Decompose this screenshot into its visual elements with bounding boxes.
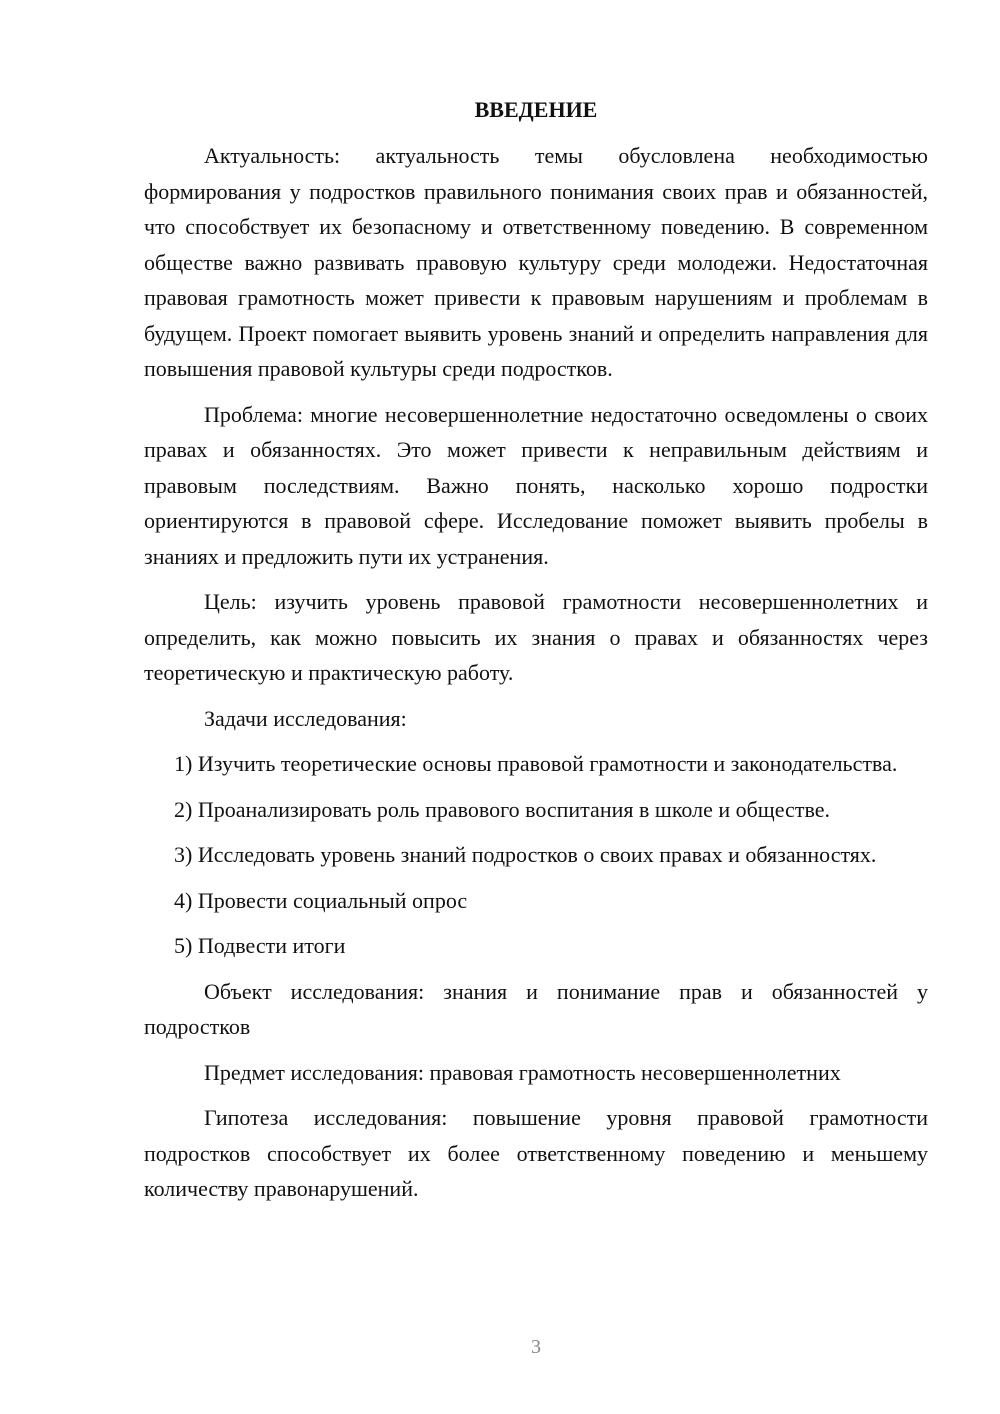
task-item-1: 1) Изучить теоретические основы правовой грамотности и законодательства.: [174, 751, 898, 776]
task-item-4: 4) Провести социальный опрос: [174, 887, 468, 913]
task-item-3: 3) Исследовать уровень знаний подростков о своих правах и обязанностях.: [174, 842, 877, 867]
problem-paragraph: Проблема: многие несовершеннолетние недостаточно осведомлены о своих правах и обязанностях. Это может привести к неправильным действиям и правовым последствиям. Важно понять, насколько хорошо подростки ориентируются в правовой сфере. Исследование поможет выявить пробелы в знаниях и предложить пути их устранения.: [144, 401, 928, 569]
relevance-paragraph: Актуальность: актуальность темы обусловлена необходимостью формирования у подростков правильного понимания своих прав и обязанностей, что способствует их безопасному и ответственному поведению. В современном обществе важно развивать правовую культуру среди молодежи. Недостаточная правовая грамотность может привести к правовым нарушениям и проблемам в будущем. Проект помогает выявить уровень знаний и определить направления для повышения правовой культуры среди подростков.: [144, 143, 928, 381]
object-paragraph: Объект исследования: знания и понимание прав и обязанностей у подростков: [144, 978, 928, 1039]
task-item-2: 2) Проанализировать роль правового воспитания в школе и обществе.: [174, 796, 830, 822]
page-content: [144, 94, 928, 1207]
subject-paragraph: Предмет исследования: правовая грамотность несовершеннолетних: [204, 1059, 841, 1085]
page-number: 3: [531, 1336, 541, 1358]
hypothesis-paragraph: Гипотеза исследования: повышение уровня правовой грамотности подростков способствует их более ответственному поведению и меньшему количеству правонарушений.: [144, 1105, 928, 1201]
task-item-5: 5) Подвести итоги: [174, 933, 346, 958]
goal-paragraph: Цель: изучить уровень правовой грамотности несовершеннолетних и определить, как можно повысить их знания о правах и обязанностях через теоретическую и практическую работу.: [144, 589, 928, 685]
page-title: ВВЕДЕНИЕ: [474, 97, 598, 122]
tasks-heading: Задачи исследования:: [204, 705, 407, 731]
